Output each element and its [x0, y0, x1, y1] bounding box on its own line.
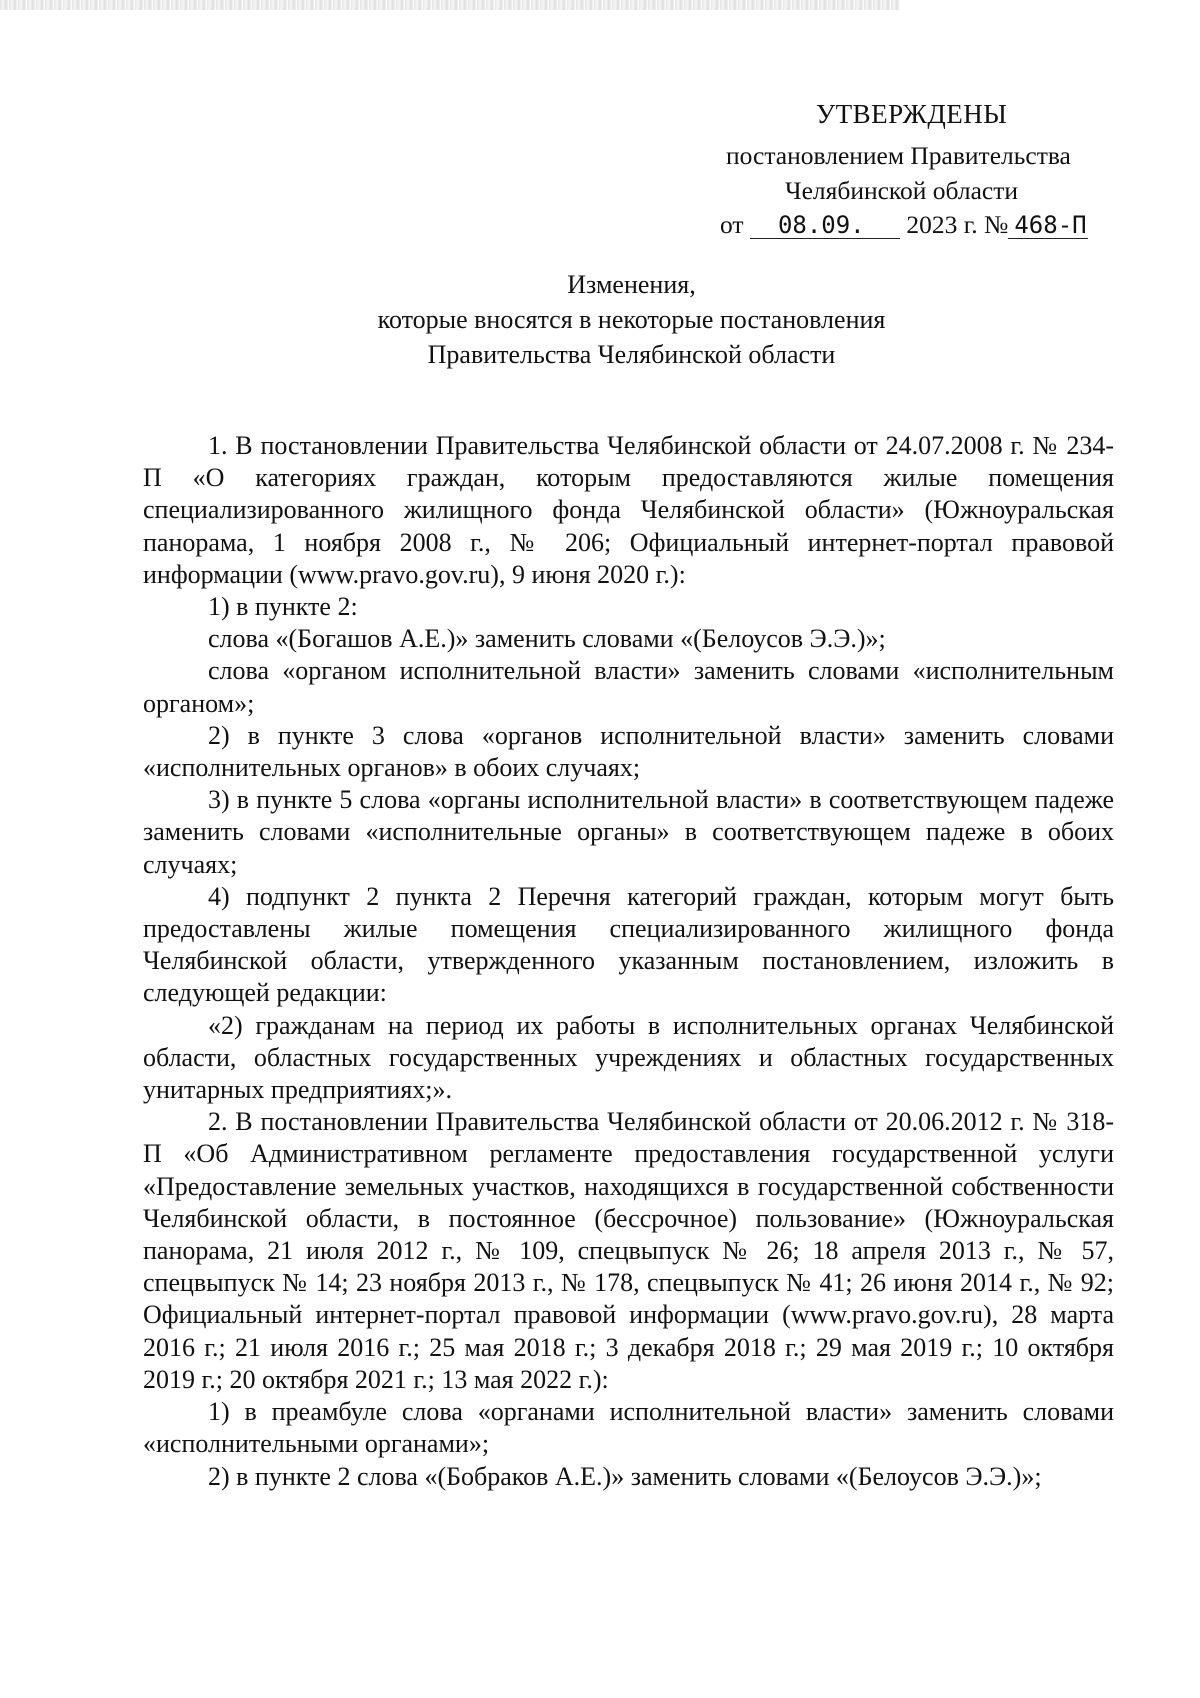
approval-date-field: 08.09.	[750, 212, 900, 239]
paragraph-subitem-2-2: 2) в пункте 2 слова «(Бобраков А.Е.)» заменить словами «(Белоусов Э.Э.)»;	[208, 1461, 1042, 1491]
paragraph-subitem-1-4: 4) подпункт 2 пункта 2 Перечня категорий граждан, которым могут быть предоставлены жилые помещения специализированного жилищного фонда Челябинской области, утвержденного указанным постановлением, изложить в следующей редакции:	[143, 881, 1114, 1008]
approval-number-field: 468-П	[1008, 212, 1088, 239]
paragraph-subitem-1-2: 2) в пункте 3 слова «органов исполнительной власти» заменить словами «исполнительных органов» в обоих случаях;	[143, 720, 1114, 783]
document-heading	[0, 267, 1200, 372]
paragraph-subitem-1-1: 1) в пункте 2:	[208, 592, 358, 622]
paragraph-subitem-1-3: 3) в пункте 5 слова «органы исполнительной власти» в соответствующем падеже заменить словами «исполнительные органы» в соответствующем падеже в обоих случаях;	[143, 785, 1114, 879]
approval-title: УТВЕРЖДЕНЫ	[816, 99, 1008, 129]
approval-region-line: Челябинской области	[785, 176, 1019, 205]
paragraph-item-1: 1. В постановлении Правительства Челябинской области от 24.07.2008 г. № 234-П «О категориях граждан, которым предоставляются жилые помещения специализированного жилищного фонда Челябинской области» (Южноуральская панорама, 1 ноября 2008 г., № 206; Официальный интернет-портал правовой информации (www.pravo.gov.ru), 9 июня 2020 г.):	[143, 431, 1114, 589]
heading-title: Изменения,	[567, 270, 696, 299]
paragraph-replace-names: слова «(Богашов А.Е.)» заменить словами «(Белоусов Э.Э.)»;	[208, 624, 886, 654]
approval-date-line	[720, 208, 1088, 242]
paragraph-subitem-2-1: 1) в преамбуле слова «органами исполнительной власти» заменить словами «исполнительными органами»;	[143, 1397, 1114, 1459]
document-body	[143, 430, 1114, 1493]
paragraph-replace-organ: слова «органом исполнительной власти» заменить словами «исполнительным органом»;	[143, 656, 1114, 718]
heading-subtitle-2: Правительства Челябинской области	[427, 340, 836, 369]
heading-subtitle: которые вносятся в некоторые постановления	[377, 305, 886, 334]
paragraph-item-2: 2. В постановлении Правительства Челябинской области от 20.06.2012 г. № 318-П «Об Административном регламенте предоставления государственной услуги «Предоставление земельных участков, находящихся в государственной собственности Челябинской области, в постоянное (бессрочное) пользование» (Южноуральская панорама, 21 июля 2012 г., № 109, спецвыпуск № 26; 18 апреля 2013 г., № 57, спецвыпуск № 14; 23 ноября 2013 г., № 178, спецвыпуск № 41; 26 июня 2014 г., № 92; Официальный интернет-портал правовой информации (www.pravo.gov.ru), 28 марта 2016 г.; 21 июля 2016 г.; 25 мая 2018 г.; 3 декабря 2018 г.; 29 мая 2019 г.; 10 октября 2019 г.; 20 октября 2021 г.; 13 мая 2022 г.):	[143, 1107, 1114, 1394]
date-prefix: от	[720, 210, 744, 239]
approval-issuer-line: постановлением Правительства	[726, 141, 1071, 170]
year-label: 2023 г. №	[906, 210, 1009, 239]
paragraph-quoted-text: «2) гражданам на период их работы в исполнительных органах Челябинской области, областных государственных учреждениях и областных государственных унитарных предприятиях;».	[143, 1010, 1114, 1105]
scan-edge-artifact	[0, 0, 900, 10]
